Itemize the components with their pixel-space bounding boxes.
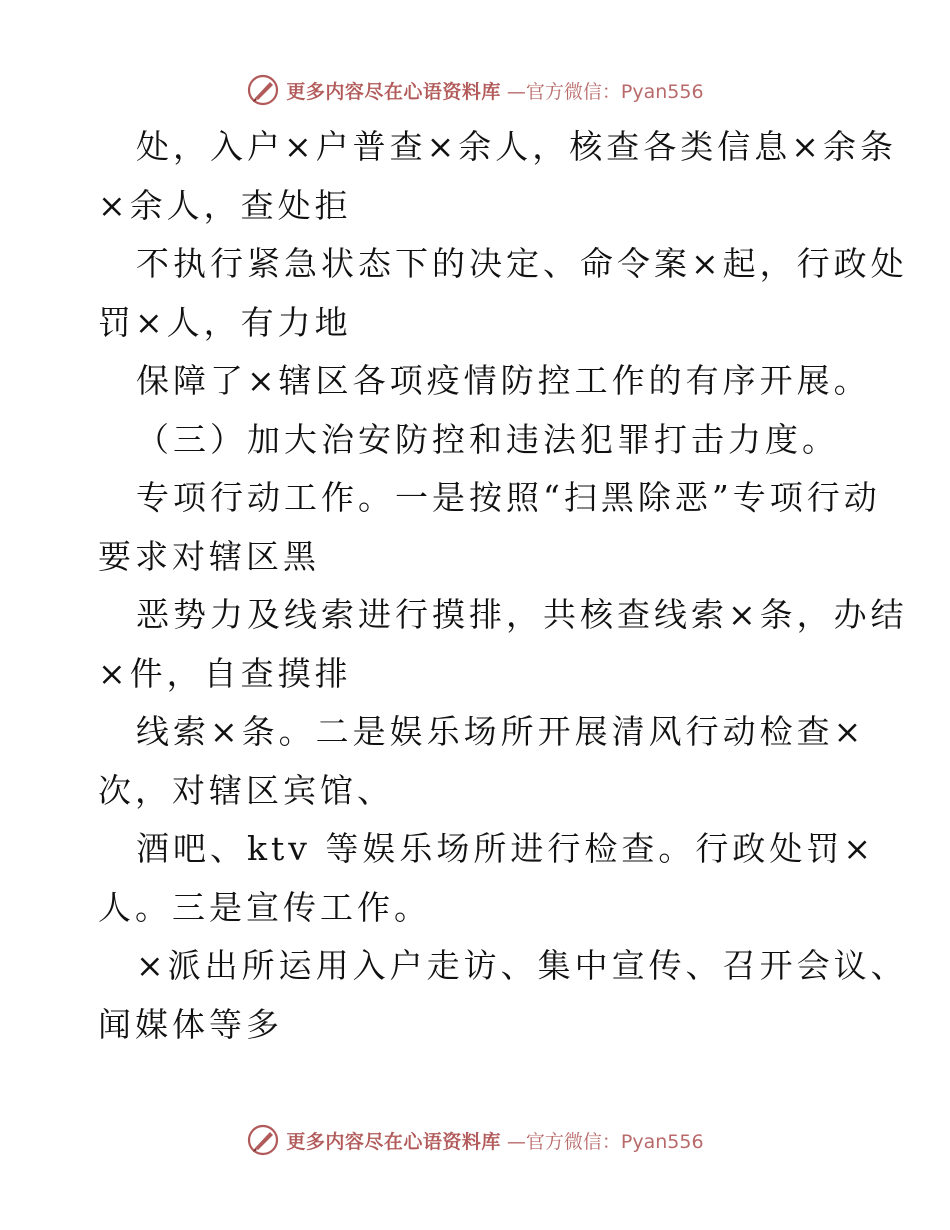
section-heading: （三）加大治安防控和违法犯罪打击力度。 <box>136 419 839 459</box>
watermark-sub-text: —官方微信：Pyan556 <box>506 1130 704 1153</box>
watermark-sub-text: —官方微信：Pyan556 <box>506 80 704 103</box>
body-line: 不执行紧急状态下的决定、命令案×起，行政处 <box>136 244 908 283</box>
body-line: ×件，自查摸排 <box>98 653 352 693</box>
body-line: 闻媒体等多 <box>98 1004 283 1044</box>
footer-watermark <box>0 1120 950 1160</box>
body-line: 酒吧、ktv 等娱乐场所进行检查。行政处罚× <box>136 829 876 868</box>
body-line: ×派出所运用入户走访、集中宣传、召开会议、 <box>136 946 908 985</box>
quill-logo-icon <box>246 1123 280 1157</box>
body-line: 人。三是宣传工作。 <box>98 887 431 927</box>
watermark-main-text: 更多内容尽在心语资料库 <box>286 80 501 103</box>
body-line: 保障了×辖区各项疫情防控工作的有序开展。 <box>136 361 871 400</box>
body-line: 线索×条。二是娱乐场所开展清风行动检查× <box>136 712 866 751</box>
body-line: 次，对辖区宾馆、 <box>98 770 394 810</box>
quill-logo-icon <box>246 73 280 107</box>
watermark-main-text: 更多内容尽在心语资料库 <box>286 1130 501 1153</box>
document-body <box>98 118 908 1054</box>
body-line: 处，入户×户普查×余人，核查各类信息×余条 <box>136 127 897 166</box>
body-line: 要求对辖区黑 <box>98 536 320 576</box>
body-line: 罚×人，有力地 <box>98 302 352 342</box>
body-line: 恶势力及线索进行摸排，共核查线索×条，办结 <box>136 595 908 634</box>
body-line: ×余人，查处拒 <box>98 185 352 225</box>
header-watermark <box>0 70 950 110</box>
body-line: 专项行动工作。一是按照“扫黑除恶”专项行动 <box>136 478 881 517</box>
